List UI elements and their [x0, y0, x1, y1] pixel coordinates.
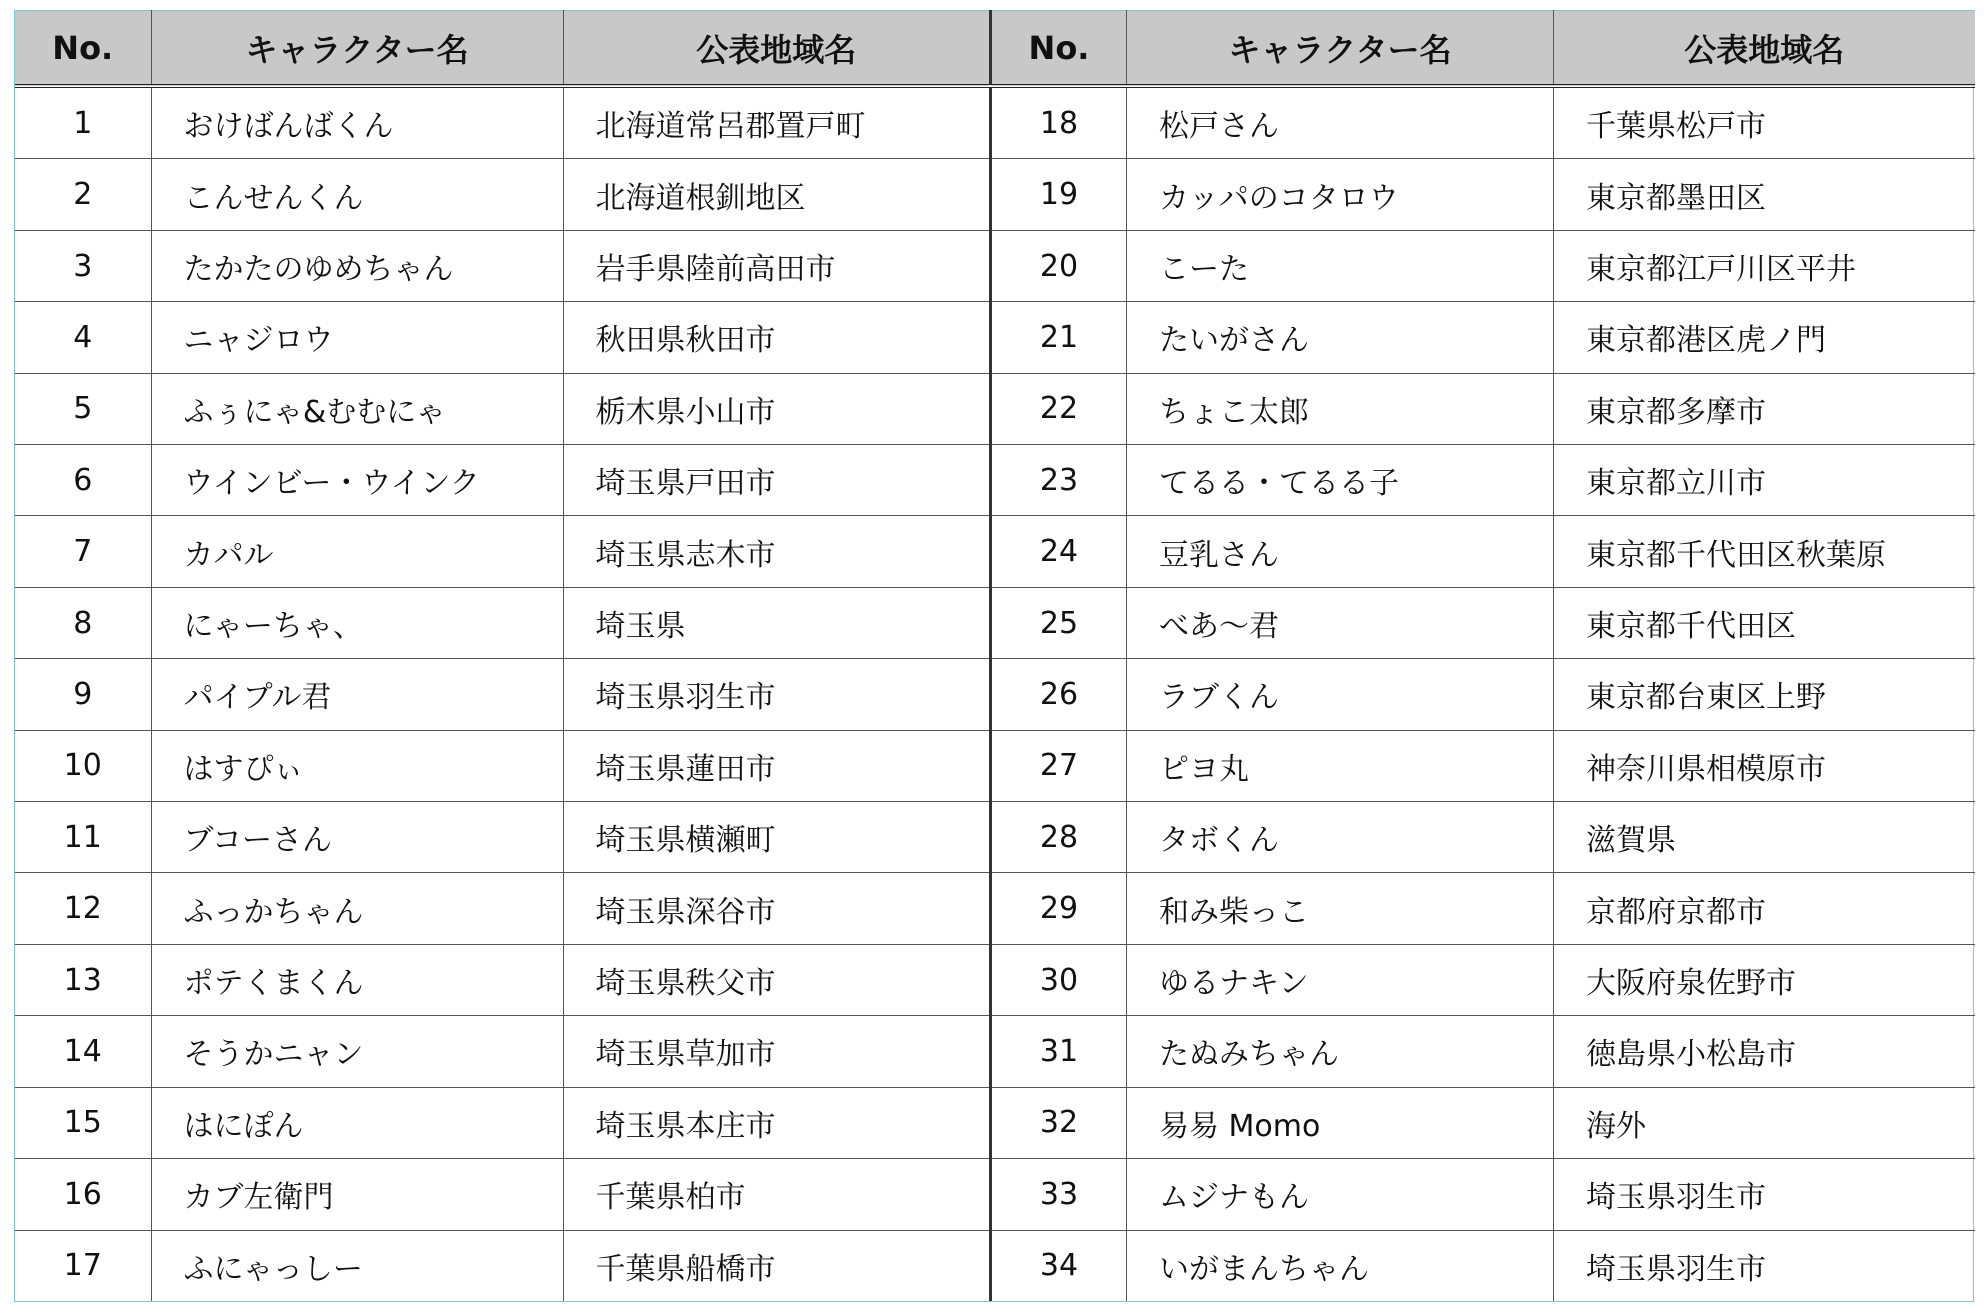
table-row — [991, 373, 1975, 444]
cell-region-name: 東京都江戸川区平井 — [1554, 230, 1975, 301]
cell-no: 23 — [991, 445, 1127, 516]
table-row — [991, 730, 1975, 801]
cell-character-name: ウインビー・ウインク — [151, 445, 563, 516]
cell-character-name: てるる・てるる子 — [1127, 445, 1554, 516]
cell-region-name: 千葉県船橋市 — [595, 1251, 776, 1287]
cell-no: 33 — [991, 1159, 1127, 1230]
cell-region-name: 埼玉県羽生市 — [563, 659, 989, 730]
cell-no: 28 — [991, 802, 1127, 873]
cell-region-name: 東京都多摩市 — [1554, 373, 1975, 444]
cell-character-name: タボくん — [1127, 802, 1554, 873]
cell-character-name: はすぴぃ — [151, 730, 563, 801]
table-row — [15, 1230, 989, 1301]
cell-character-name: はにぽん — [151, 1087, 563, 1158]
header-row — [15, 11, 989, 87]
table-row — [991, 1087, 1975, 1158]
cell-region-name: 徳島県小松島市 — [1554, 1016, 1975, 1087]
cell-character-name: ポテくまくん — [151, 944, 563, 1015]
cell-region-name: 滋賀県 — [1554, 802, 1975, 873]
cell-character-name: ブコーさん — [151, 802, 563, 873]
cell-character-name: ちょこ太郎 — [1127, 373, 1554, 444]
header-row — [991, 11, 1975, 87]
cell-region-name: 岩手県陸前高田市 — [563, 230, 989, 301]
cell-character-name: 易易 Momo — [1127, 1087, 1554, 1158]
cell-region-name: 海外 — [1554, 1087, 1975, 1158]
cell-region-name: 北海道根釧地区 — [563, 159, 989, 230]
cell-region-name: 千葉県松戸市 — [1554, 86, 1975, 159]
table-row — [991, 86, 1975, 159]
cell-region-name: 京都府京都市 — [1554, 873, 1975, 944]
cell-character-name: ニャジロウ — [151, 302, 563, 373]
header-region-name: 公表地域名 — [1554, 11, 1975, 87]
cell-character-name: べあ～君 — [1127, 587, 1554, 658]
cell-character-name: こーた — [1127, 230, 1554, 301]
cell-no: 13 — [15, 944, 151, 1015]
cell-no: 2 — [15, 159, 151, 230]
cell-region-name: 埼玉県戸田市 — [563, 445, 989, 516]
cell-character-name: カパル — [151, 516, 563, 587]
cell-character-name: にゃーちゃ、 — [151, 587, 563, 658]
cell-no: 14 — [15, 1016, 151, 1087]
cell-no: 26 — [991, 659, 1127, 730]
cell-character-name: 松戸さん — [1127, 86, 1554, 159]
cell-no: 24 — [991, 516, 1127, 587]
cell-character-name: ゆるナキン — [1127, 944, 1554, 1015]
header-character-name: キャラクター名 — [151, 11, 563, 87]
cell-character-name: たいがさん — [1127, 302, 1554, 373]
cell-character-name: ふぅにゃ&むむにゃ — [151, 373, 563, 444]
cell-character-name: そうかニャン — [151, 1016, 563, 1087]
cell-no: 30 — [991, 944, 1127, 1015]
cell-no: 18 — [991, 86, 1127, 159]
cell-region-name: 東京都千代田区 — [1554, 587, 1975, 658]
cell-region-name: 埼玉県本庄市 — [563, 1087, 989, 1158]
header-character-name: キャラクター名 — [1127, 11, 1554, 87]
table-row — [991, 1016, 1975, 1087]
cell-region-name: 埼玉県秩父市 — [563, 944, 989, 1015]
table-row — [15, 86, 989, 159]
table-row — [15, 659, 989, 730]
cell-no: 34 — [991, 1230, 1127, 1301]
cell-no: 25 — [991, 587, 1127, 658]
cell-no: 5 — [15, 373, 151, 444]
table-row — [15, 1087, 989, 1158]
cell-no: 32 — [991, 1087, 1127, 1158]
cell-region-name: 埼玉県羽生市 — [1586, 1251, 1766, 1287]
table-body-right — [991, 86, 1975, 1301]
cell-character-name: たかたのゆめちゃん — [151, 230, 563, 301]
cell-region-name: 埼玉県横瀬町 — [563, 802, 989, 873]
table-row — [991, 516, 1975, 587]
cell-no: 29 — [991, 873, 1127, 944]
cell-no: 15 — [15, 1087, 151, 1158]
cell-region-name: 秋田県秋田市 — [563, 302, 989, 373]
cell-region-name: 栃木県小山市 — [563, 373, 989, 444]
table-row — [15, 1016, 989, 1087]
table-row — [15, 373, 989, 444]
cell-region-name: 東京都台東区上野 — [1554, 659, 1975, 730]
cell-no: 19 — [991, 159, 1127, 230]
header-region-name: 公表地域名 — [563, 11, 989, 87]
cell-region-name: 埼玉県蓮田市 — [563, 730, 989, 801]
cell-character-name: こんせんくん — [151, 159, 563, 230]
cell-no: 10 — [15, 730, 151, 801]
header-no: No. — [991, 11, 1127, 87]
cell-character-name: ムジナもん — [1127, 1159, 1554, 1230]
cell-region-name: 大阪府泉佐野市 — [1554, 944, 1975, 1015]
cell-no: 7 — [15, 516, 151, 587]
cell-no: 17 — [15, 1230, 151, 1301]
cell-region-name: 千葉県柏市 — [563, 1159, 989, 1230]
table-row — [15, 302, 989, 373]
cell-no: 11 — [15, 802, 151, 873]
cell-character-name: ピヨ丸 — [1127, 730, 1554, 801]
cell-character-name: 和み柴っこ — [1127, 873, 1554, 944]
cell-character-name: パイプル君 — [151, 659, 563, 730]
table-row — [15, 944, 989, 1015]
cell-region-name: 神奈川県相模原市 — [1554, 730, 1975, 801]
table-right-half — [989, 10, 1975, 1301]
cell-no: 16 — [15, 1159, 151, 1230]
cell-character-name: たぬみちゃん — [1127, 1016, 1554, 1087]
cell-character-name: ラブくん — [1127, 659, 1554, 730]
cell-character-name: いがまんちゃん — [1127, 1230, 1554, 1301]
table-row — [15, 1159, 989, 1230]
cell-character-name: カッパのコタロウ — [1127, 159, 1554, 230]
cell-no: 1 — [15, 86, 151, 159]
table-row — [15, 587, 989, 658]
cell-region-name: 埼玉県草加市 — [563, 1016, 989, 1087]
cell-region-name: 東京都墨田区 — [1554, 159, 1975, 230]
cell-character-name: ふにゃっしー — [151, 1230, 563, 1301]
cell-character-name: ふっかちゃん — [151, 873, 563, 944]
table-body-left — [15, 86, 989, 1301]
table-row — [15, 230, 989, 301]
header-no: No. — [15, 11, 151, 87]
table-row — [991, 302, 1975, 373]
table-row — [15, 159, 989, 230]
cell-region-name: 東京都立川市 — [1554, 445, 1975, 516]
character-region-table — [14, 10, 1974, 1302]
cell-region-name: 埼玉県 — [563, 587, 989, 658]
table-row — [991, 159, 1975, 230]
cell-no: 21 — [991, 302, 1127, 373]
table-row — [991, 659, 1975, 730]
cell-no: 12 — [15, 873, 151, 944]
cell-no: 6 — [15, 445, 151, 516]
table-row — [991, 1159, 1975, 1230]
cell-no: 20 — [991, 230, 1127, 301]
cell-no: 8 — [15, 587, 151, 658]
cell-character-name: カブ左衛門 — [151, 1159, 563, 1230]
cell-character-name: 豆乳さん — [1127, 516, 1554, 587]
table-row — [15, 445, 989, 516]
cell-region-name: 北海道常呂郡置戸町 — [563, 86, 989, 159]
table-row — [15, 802, 989, 873]
cell-character-name: おけばんばくん — [151, 86, 563, 159]
table-row — [991, 944, 1975, 1015]
cell-no: 22 — [991, 373, 1127, 444]
cell-no: 9 — [15, 659, 151, 730]
cell-region-name: 東京都港区虎ノ門 — [1554, 302, 1975, 373]
table-row — [991, 445, 1975, 516]
table-row — [991, 802, 1975, 873]
cell-region-name: 埼玉県志木市 — [563, 516, 989, 587]
table-row — [15, 873, 989, 944]
cell-no: 31 — [991, 1016, 1127, 1087]
cell-region-name: 東京都千代田区秋葉原 — [1554, 516, 1975, 587]
cell-no: 27 — [991, 730, 1127, 801]
table-row — [991, 587, 1975, 658]
cell-no: 3 — [15, 230, 151, 301]
table-row — [991, 1230, 1975, 1301]
cell-no: 4 — [15, 302, 151, 373]
table-row — [991, 230, 1975, 301]
table-row — [15, 516, 989, 587]
table-left-half — [15, 10, 989, 1301]
table-row — [991, 873, 1975, 944]
cell-region-name: 埼玉県羽生市 — [1554, 1159, 1975, 1230]
table-row — [15, 730, 989, 801]
cell-region-name: 埼玉県深谷市 — [563, 873, 989, 944]
